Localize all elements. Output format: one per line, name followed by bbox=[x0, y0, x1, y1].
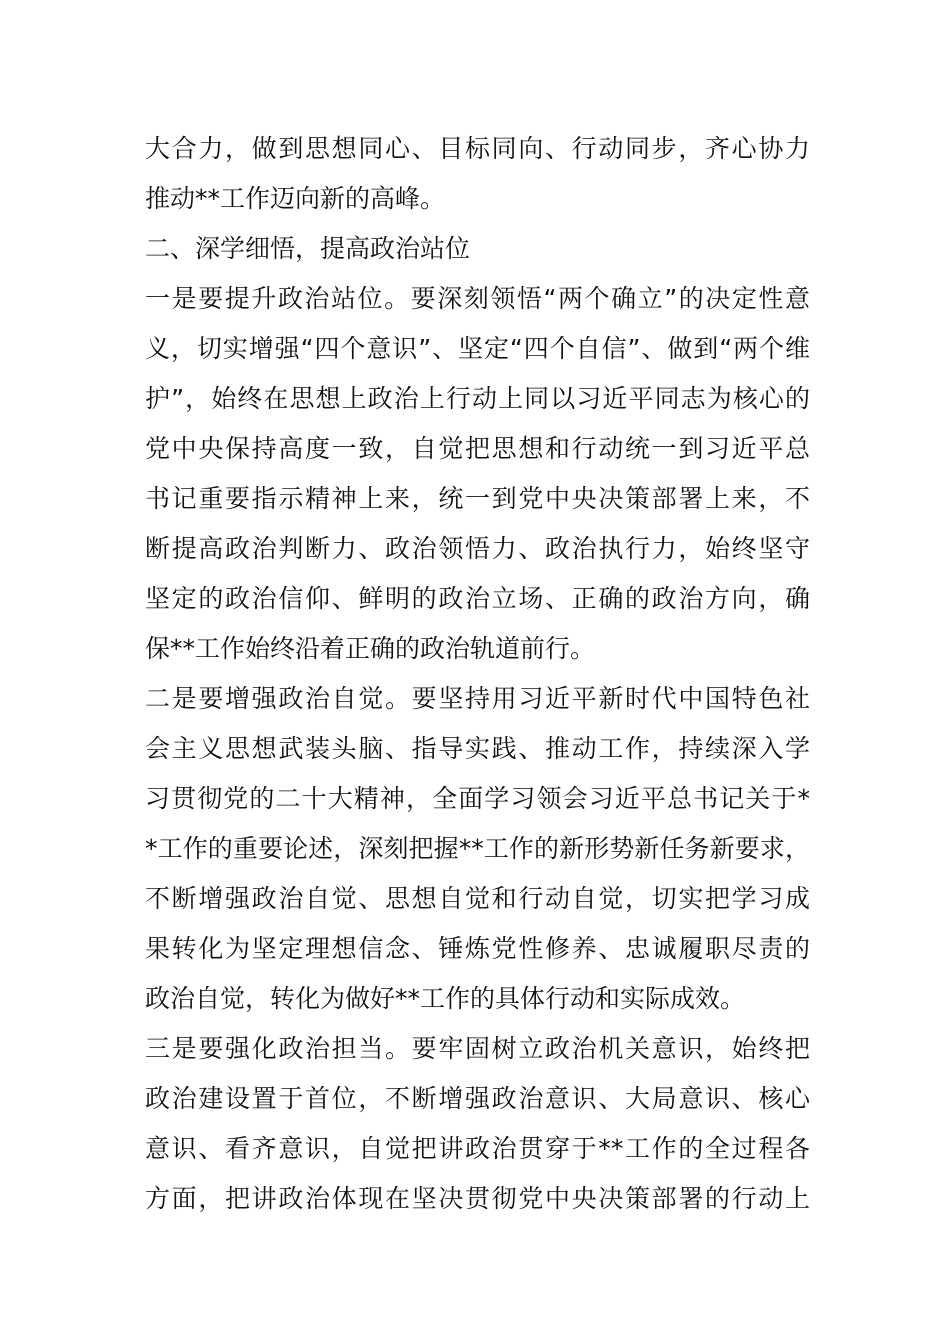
section-heading: 二、深学细悟，提高政治站位 bbox=[145, 234, 471, 263]
document-body bbox=[145, 124, 810, 1224]
text-line-5: 义，切实增强“四个意识”、坚定“四个自信”、做到“两个维 bbox=[145, 334, 810, 363]
text-line-17: 果转化为坚定理想信念、锤炼党性修养、忠诚履职尽责的 bbox=[145, 934, 810, 963]
text-line-2: 推动**工作迈向新的高峰。 bbox=[145, 184, 446, 213]
text-line-14: 习贯彻党的二十大精神，全面学习领会习近平总书记关于* bbox=[145, 784, 810, 813]
text-line-4: 一是要提升政治站位。要深刻领悟“两个确立”的决定性意 bbox=[145, 284, 810, 313]
text-line-21: 意识、看齐意识，自觉把讲政治贯穿于**工作的全过程各 bbox=[145, 1134, 810, 1163]
text-line-12: 二是要增强政治自觉。要坚持用习近平新时代中国特色社 bbox=[145, 684, 810, 713]
text-line-22: 方面，把讲政治体现在坚决贯彻党中央决策部署的行动上 bbox=[145, 1184, 810, 1213]
text-line-8: 书记重要指示精神上来，统一到党中央决策部署上来，不 bbox=[145, 484, 810, 513]
text-line-18: 政治自觉，转化为做好**工作的具体行动和实际成效。 bbox=[145, 984, 746, 1013]
text-line-13: 会主义思想武装头脑、指导实践、推动工作，持续深入学 bbox=[145, 734, 810, 763]
text-line-7: 党中央保持高度一致，自觉把思想和行动统一到习近平总 bbox=[145, 434, 810, 463]
text-line-1: 大合力，做到思想同心、目标同向、行动同步，齐心协力 bbox=[145, 134, 810, 163]
text-line-16: 不断增强政治自觉、思想自觉和行动自觉，切实把学习成 bbox=[145, 884, 810, 913]
text-line-19: 三是要强化政治担当。要牢固树立政治机关意识，始终把 bbox=[145, 1034, 810, 1063]
text-line-6: 护”，始终在思想上政治上行动上同以习近平同志为核心的 bbox=[145, 384, 810, 413]
text-line-11: 保**工作始终沿着正确的政治轨道前行。 bbox=[145, 634, 596, 663]
text-line-9: 断提高政治判断力、政治领悟力、政治执行力，始终坚守 bbox=[145, 534, 810, 563]
text-line-15: *工作的重要论述，深刻把握**工作的新形势新任务新要求， bbox=[145, 834, 810, 863]
text-line-20: 政治建设置于首位，不断增强政治意识、大局意识、核心 bbox=[145, 1084, 810, 1113]
text-line-10: 坚定的政治信仰、鲜明的政治立场、正确的政治方向，确 bbox=[145, 584, 810, 613]
